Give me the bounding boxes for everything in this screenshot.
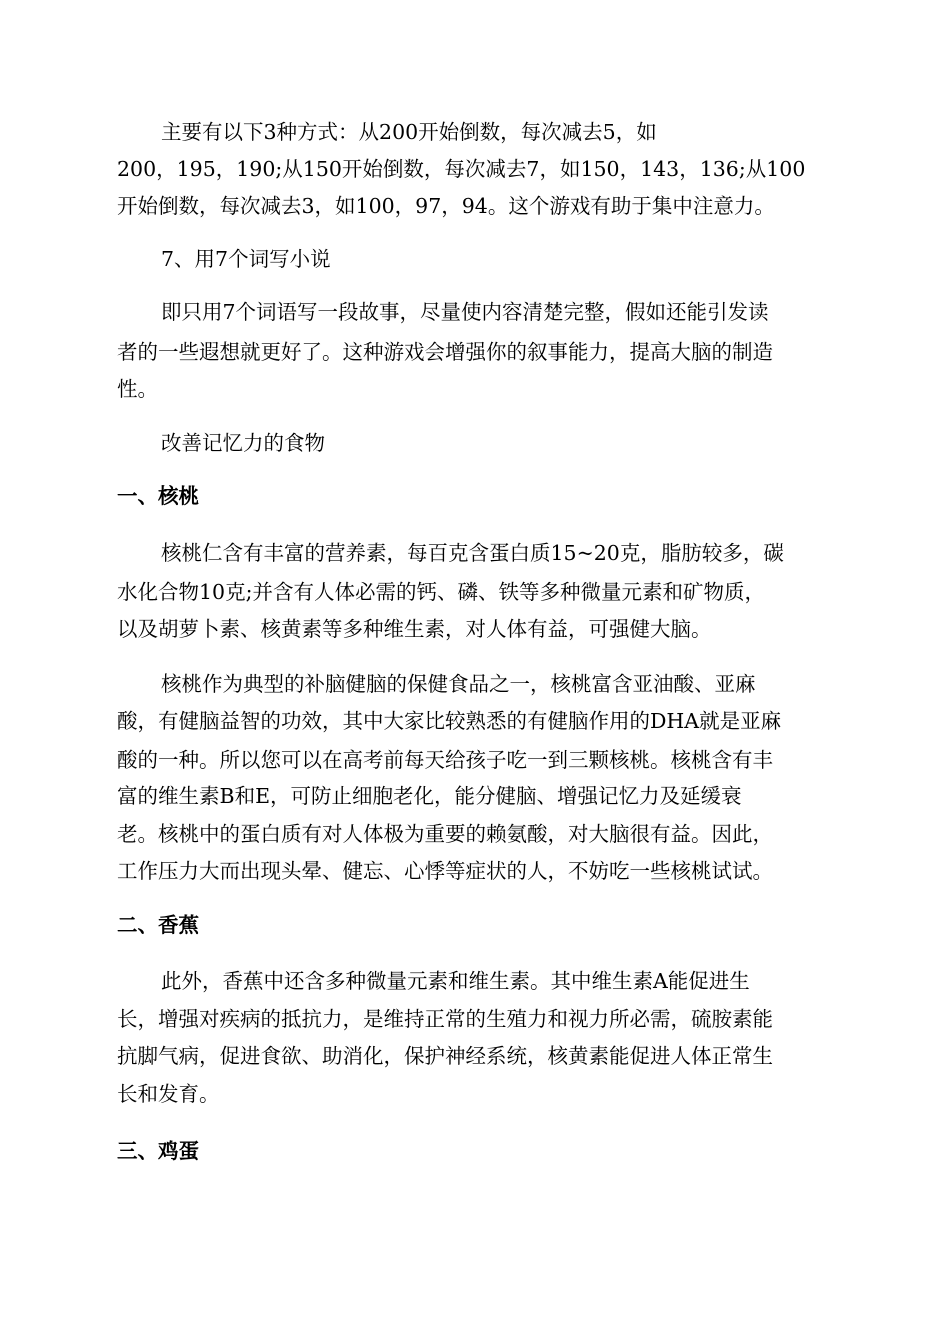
paragraph-line: 主要有以下3种方式：从200开始倒数，每次减去5，如 [161, 120, 657, 144]
item-7-title: 7、用7个词写小说 [161, 247, 331, 271]
paragraph-line: 长，增强对疾病的抵抗力，是维持正常的生殖力和视力所必需，硫胺素能 [117, 1007, 773, 1031]
paragraph-line: 此外，香蕉中还含多种微量元素和维生素。其中维生素A能促进生 [161, 969, 750, 993]
paragraph-line: 酸，有健脑益智的功效，其中大家比较熟悉的有健脑作用的DHA就是亚麻 [117, 709, 782, 733]
paragraph-line: 工作压力大而出现头晕、健忘、心悸等症状的人，不妨吃一些核桃试试。 [117, 859, 773, 883]
paragraph-line: 水化合物10克;并含有人体必需的钙、磷、铁等多种微量元素和矿物质， [117, 580, 765, 604]
paragraph-line: 核桃仁含有丰富的营养素，每百克含蛋白质15~20克，脂肪较多，碳 [161, 541, 784, 565]
paragraph-line: 200，195，190;从150开始倒数，每次减去7，如150，143，136;从100 [117, 157, 806, 181]
paragraph-line: 者的一些遐想就更好了。这种游戏会增强你的叙事能力，提高大脑的制造 [117, 340, 773, 364]
heading-egg: 三、鸡蛋 [117, 1139, 199, 1163]
paragraph-line: 开始倒数，每次减去3，如100，97，94。这个游戏有助于集中注意力。 [117, 194, 775, 218]
paragraph-line: 老。核桃中的蛋白质有对人体极为重要的赖氨酸，对大脑很有益。因此， [117, 822, 773, 846]
heading-banana: 二、香蕉 [117, 913, 199, 937]
paragraph-line: 酸的一种。所以您可以在高考前每天给孩子吃一到三颗核桃。核桃含有丰 [117, 748, 773, 772]
paragraph-line: 长和发育。 [117, 1082, 220, 1106]
section-title: 改善记忆力的食物 [161, 431, 325, 455]
paragraph-line: 性。 [117, 377, 158, 401]
paragraph-line: 即只用7个词语写一段故事，尽量使内容清楚完整，假如还能引发读 [161, 300, 769, 324]
paragraph-line: 核桃作为典型的补脑健脑的保健食品之一，核桃富含亚油酸、亚麻 [161, 672, 756, 696]
heading-walnut: 一、核桃 [117, 484, 199, 508]
paragraph-line: 富的维生素B和E，可防止细胞老化，能分健脑、增强记忆力及延缓衰 [117, 784, 742, 808]
paragraph-line: 以及胡萝卜素、核黄素等多种维生素，对人体有益，可强健大脑。 [117, 617, 712, 641]
paragraph-line: 抗脚气病，促进食欲、助消化，保护神经系统，核黄素能促进人体正常生 [117, 1044, 773, 1068]
